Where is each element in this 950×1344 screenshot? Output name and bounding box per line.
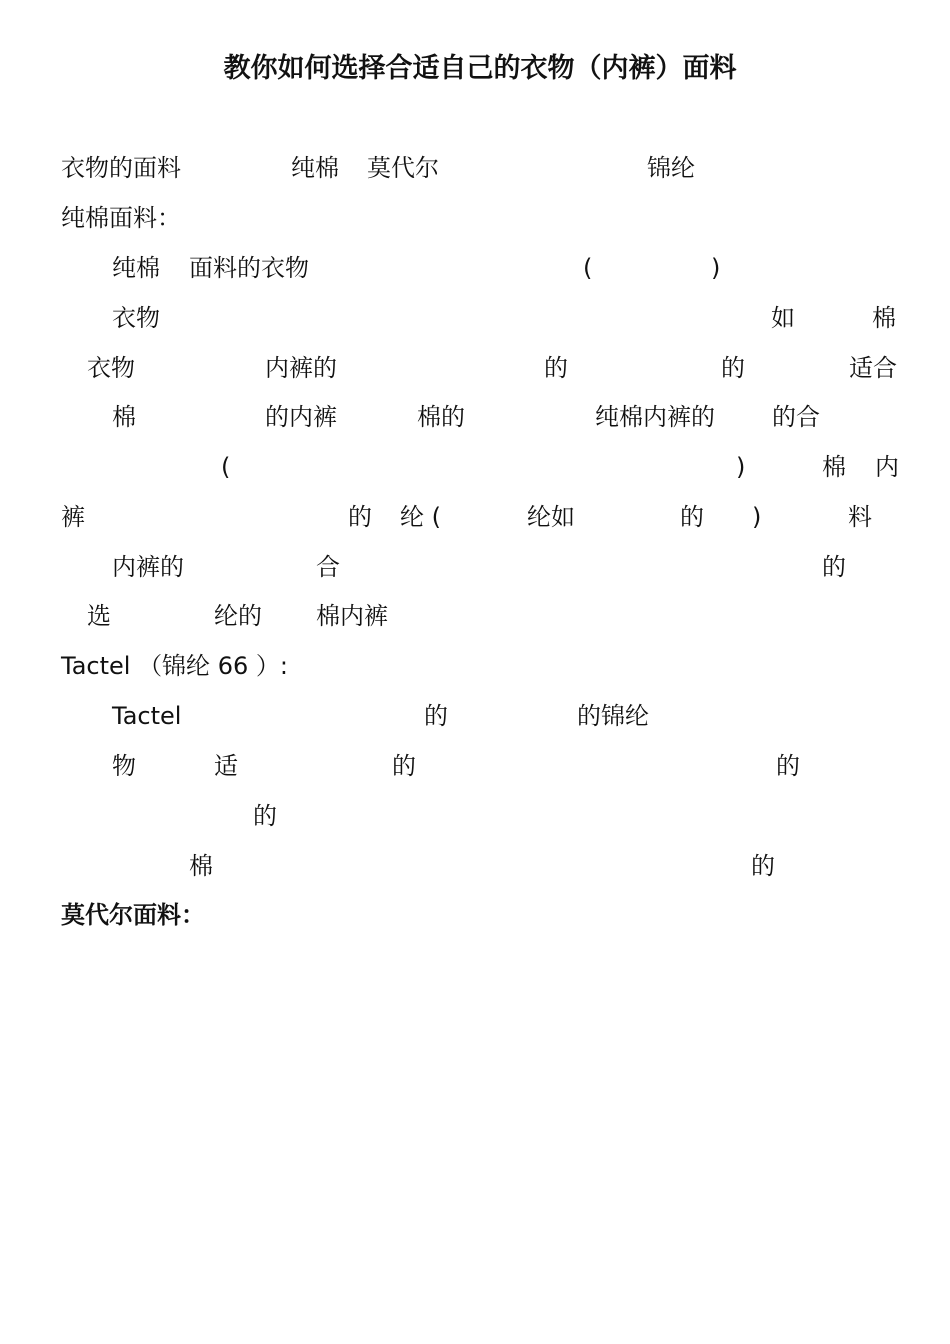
text-line: [0, 800, 950, 836]
text-fragment: 的: [392, 752, 416, 780]
text-line: [0, 352, 950, 388]
text-fragment: 的: [424, 702, 448, 730]
text-fragment: 锦纶: [647, 154, 695, 182]
text-fragment: 纶 (: [400, 503, 441, 531]
text-fragment: 纯棉: [291, 154, 339, 182]
text-line: [0, 302, 950, 338]
text-fragment: 的锦纶: [577, 702, 649, 730]
text-fragment: 的合: [772, 403, 820, 431]
text-fragment: 裤: [61, 503, 85, 531]
text-fragment: 面料的衣物: [189, 254, 309, 282]
text-fragment: 的: [751, 852, 775, 880]
text-fragment: 的: [680, 503, 704, 531]
text-fragment: (: [583, 254, 593, 282]
text-fragment: 棉: [112, 403, 136, 431]
text-fragment: 合: [316, 553, 340, 581]
text-fragment: 纯棉内裤的: [595, 403, 715, 431]
text-fragment: 棉的: [417, 403, 465, 431]
text-fragment: 纯棉面料：: [61, 204, 181, 232]
text-line: [0, 850, 950, 886]
text-fragment: 的: [348, 503, 372, 531]
text-line: [0, 152, 950, 188]
text-fragment: 的内裤: [265, 403, 337, 431]
text-fragment: Tactel （锦纶 66 ）:: [61, 652, 288, 680]
text-fragment: 的: [776, 752, 800, 780]
text-fragment: 纶的: [214, 602, 262, 630]
text-fragment: 棉: [822, 453, 846, 481]
text-fragment: 选: [87, 602, 111, 630]
text-line: [0, 252, 950, 288]
text-fragment: 纶如: [527, 503, 575, 531]
text-fragment: 的: [721, 354, 745, 382]
text-line: [0, 750, 950, 786]
section-heading: 莫代尔面料：: [61, 901, 205, 929]
text-fragment: 内: [875, 453, 899, 481]
text-fragment: 纯棉: [112, 254, 160, 282]
text-fragment: ): [711, 254, 721, 282]
text-fragment: 莫代尔: [367, 154, 439, 182]
text-line: [0, 551, 950, 587]
text-line: [0, 501, 950, 537]
text-fragment: ): [752, 503, 762, 531]
text-fragment: 衣物的面料: [61, 154, 181, 182]
text-line: [0, 600, 950, 636]
text-fragment: 适合: [849, 354, 897, 382]
document-title: 教你如何选择合适自己的衣物（内裤）面料: [223, 53, 737, 84]
text-fragment: 的: [253, 802, 277, 830]
text-line: [0, 451, 950, 487]
text-line: [0, 650, 950, 686]
text-fragment: 内裤的: [112, 553, 184, 581]
text-fragment: 棉: [189, 852, 213, 880]
text-fragment: ): [736, 453, 746, 481]
text-fragment: 的: [822, 553, 846, 581]
text-fragment: 衣物: [87, 354, 135, 382]
text-fragment: 内裤的: [265, 354, 337, 382]
text-fragment: 棉内裤: [316, 602, 388, 630]
text-line: [0, 202, 950, 238]
text-fragment: 料: [848, 503, 872, 531]
text-fragment: 物: [112, 752, 136, 780]
text-fragment: 的: [544, 354, 568, 382]
text-line: [0, 899, 950, 935]
text-fragment: (: [221, 453, 231, 481]
text-line: [0, 401, 950, 437]
text-line: [0, 700, 950, 736]
text-fragment: 棉: [872, 304, 896, 332]
text-fragment: 如: [771, 304, 795, 332]
text-fragment: 衣物: [112, 304, 160, 332]
text-fragment: 适: [214, 752, 238, 780]
text-fragment: Tactel: [112, 702, 182, 730]
